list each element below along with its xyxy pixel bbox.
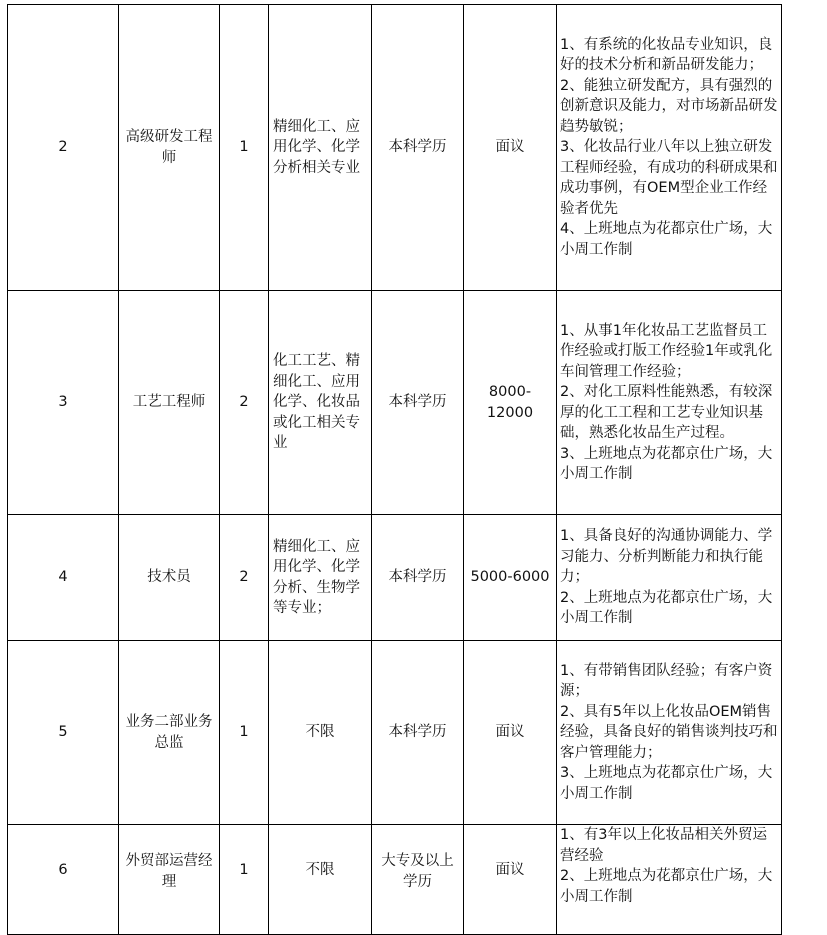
row-number: 4 bbox=[8, 515, 119, 641]
requirement-line: 3、化妆品行业八年以上独立研发工程师经验，有成功的科研成果和成功事例，有OEM型企业工作经验者优先 bbox=[560, 139, 778, 217]
major-requirement: 化工工艺、精细化工、应用化学、化妆品或化工相关专业 bbox=[269, 291, 372, 515]
headcount: 1 bbox=[220, 641, 269, 825]
requirement-line: 3、上班地点为花都京仕广场，大小周工作制 bbox=[560, 765, 773, 802]
table-row bbox=[8, 515, 782, 641]
salary: 5000-6000 bbox=[464, 515, 557, 641]
position-title: 高级研发工程师 bbox=[119, 5, 220, 291]
major-requirement: 精细化工、应用化学、化学分析相关专业 bbox=[269, 5, 372, 291]
row-number: 5 bbox=[8, 641, 119, 825]
education: 本科学历 bbox=[372, 291, 464, 515]
education: 本科学历 bbox=[372, 641, 464, 825]
row-number: 3 bbox=[8, 291, 119, 515]
major-requirement: 不限 bbox=[269, 641, 372, 825]
salary: 面议 bbox=[464, 641, 557, 825]
position-title: 技术员 bbox=[119, 515, 220, 641]
requirement-line: 2、对化工原料性能熟悉，有较深厚的化工工程和工艺专业知识基础，熟悉化妆品生产过程。 bbox=[560, 384, 773, 441]
requirement-line: 2、上班地点为花都京仕广场，大小周工作制 bbox=[560, 589, 773, 627]
requirement-line: 1、有系统的化妆品专业知识，良好的技术分析和新品研发能力； bbox=[560, 36, 773, 74]
headcount: 2 bbox=[220, 515, 269, 641]
requirement-line: 3、上班地点为花都京仕广场，大小周工作制 bbox=[560, 445, 773, 482]
position-title: 业务二部业务总监 bbox=[119, 641, 220, 825]
education: 本科学历 bbox=[372, 5, 464, 291]
requirement-line: 1、从事1年化妆品工艺监督员工作经验或打版工作经验1年或乳化车间管理工作经验； bbox=[560, 322, 773, 380]
job-requirements bbox=[557, 5, 782, 291]
job-requirements bbox=[557, 291, 782, 515]
salary: 面议 bbox=[464, 5, 557, 291]
row-number: 2 bbox=[8, 5, 119, 291]
job-requirements bbox=[557, 825, 782, 935]
headcount: 1 bbox=[220, 825, 269, 935]
table-row bbox=[8, 291, 782, 515]
position-title: 工艺工程师 bbox=[119, 291, 220, 515]
table-row bbox=[8, 641, 782, 825]
headcount: 2 bbox=[220, 291, 269, 515]
education: 本科学历 bbox=[372, 515, 464, 641]
position-title: 外贸部运营经理 bbox=[119, 825, 220, 935]
salary: 面议 bbox=[464, 825, 557, 935]
job-requirements bbox=[557, 515, 782, 641]
table-row bbox=[8, 825, 782, 935]
requirement-line: 1、有带销售团队经验；有客户资源； bbox=[560, 662, 773, 700]
major-requirement: 精细化工、应用化学、化学分析、生物学等专业； bbox=[269, 515, 372, 641]
requirement-line: 1、具备良好的沟通协调能力、学习能力、分析判断能力和执行能力； bbox=[560, 528, 773, 586]
requirement-line: 2、上班地点为花都京仕广场，大小周工作制 bbox=[560, 868, 773, 905]
headcount: 1 bbox=[220, 5, 269, 291]
salary: 8000-12000 bbox=[464, 291, 557, 515]
requirement-line: 2、具有5年以上化妆品OEM销售经验，具备良好的销售谈判技巧和客户管理能力； bbox=[560, 703, 778, 761]
education: 大专及以上学历 bbox=[372, 825, 464, 935]
job-requirements bbox=[557, 641, 782, 825]
table-row bbox=[8, 5, 782, 291]
job-table bbox=[7, 4, 782, 935]
major-requirement: 不限 bbox=[269, 825, 372, 935]
requirement-line: 1、有3年以上化妆品相关外贸运营经验 bbox=[560, 827, 767, 864]
requirement-line: 2、能独立研发配方，具有强烈的创新意识及能力，对市场新品研发趋势敏锐； bbox=[560, 77, 778, 135]
requirement-line: 4、上班地点为花都京仕广场，大小周工作制 bbox=[560, 221, 773, 258]
row-number: 6 bbox=[8, 825, 119, 935]
